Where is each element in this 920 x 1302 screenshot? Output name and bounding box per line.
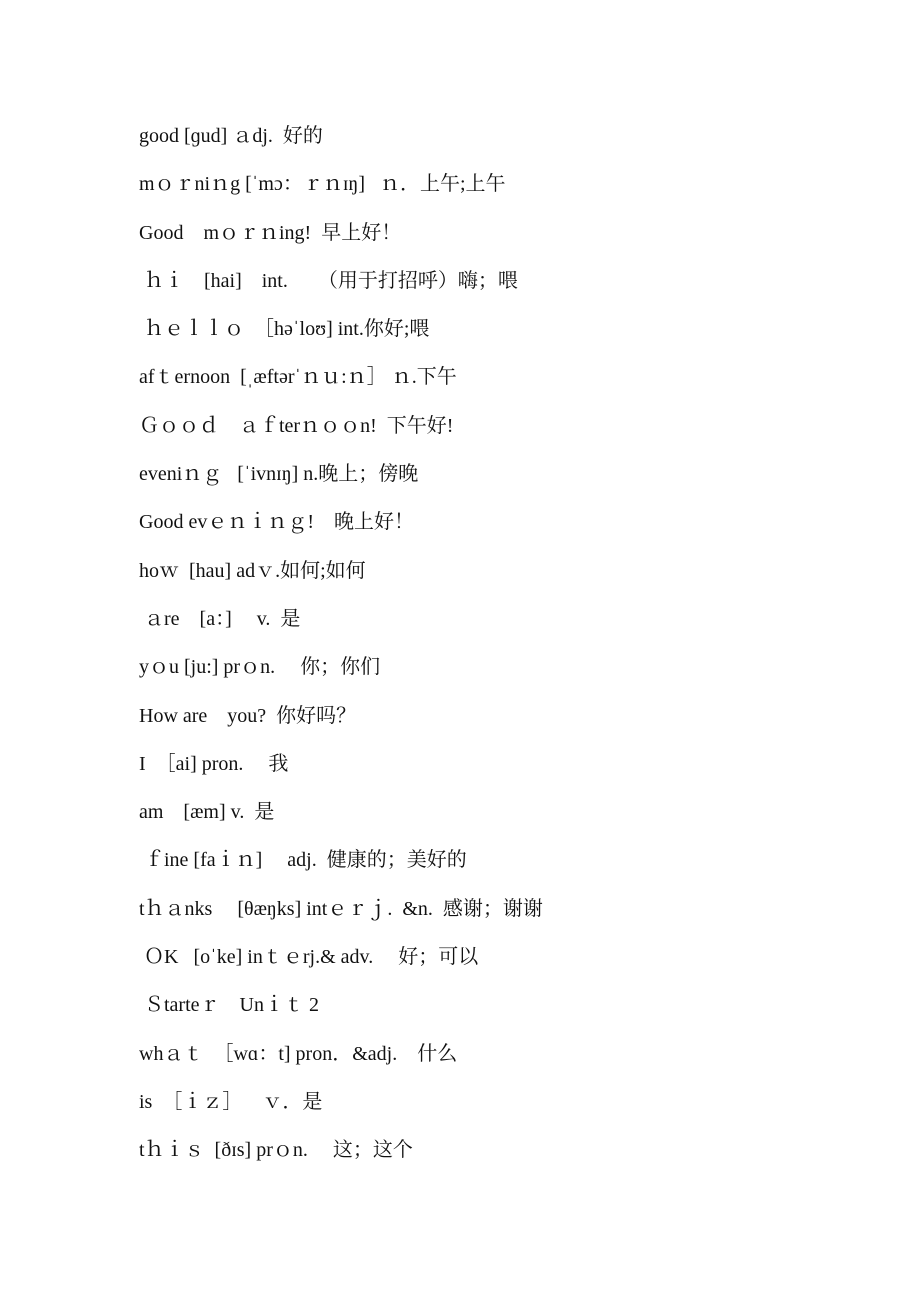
vocab-entry-am: am [æm] v. 是	[139, 801, 275, 824]
vocabulary-list	[139, 118, 879, 1181]
vocab-entry-morning: mｏｒniｎg [ˈmɔ：ｒｎɪŋ] ｎ．上午;上午	[139, 173, 506, 196]
vocab-entry-you: yｏu [ju:] prｏn. 你；你们	[139, 656, 381, 679]
vocab-entry-hi: ｈｉ [hai] int. （用于打招呼）嗨；喂	[139, 269, 518, 292]
vocab-entry-good: good [ɡud] ａdj. 好的	[139, 125, 323, 147]
vocab-entry-afternoon: afｔernoon [ˌæftərˈｎｕ:ｎ］ ｎ.下午	[139, 366, 457, 389]
section-heading-starter-unit-2: Ｓtarteｒ Unｉｔ 2	[139, 994, 319, 1017]
vocab-entry-how: hoｗ [hau] adｖ.如何;如何	[139, 559, 366, 582]
vocab-entry-this: tｈｉｓ [ðɪs] prｏn. 这；这个	[139, 1139, 413, 1162]
vocab-entry-good-evening: Good evｅｎｉｎｇ! 晚上好！	[139, 511, 414, 534]
vocab-entry-ok: ＯK [oˈke] inｔｅrj.& adv. 好；可以	[139, 946, 479, 969]
vocab-entry-what: whａｔ ［wɑ：t] pron．&adj. 什么	[139, 1042, 458, 1065]
vocab-entry-evening: eveniｎｇ [ˈivnɪŋ] n.晚上；傍晚	[139, 463, 419, 486]
vocab-entry-fine: ｆine [faｉｎ] adj. 健康的；美好的	[139, 849, 467, 872]
vocab-entry-thanks: tｈａnks [θæŋks] intｅｒｊ. &n. 感谢；谢谢	[139, 897, 543, 920]
vocab-entry-good-morning: Good mｏｒｎing! 早上好！	[139, 221, 402, 244]
vocab-entry-i: I ［ai] pron. 我	[139, 752, 289, 775]
vocab-entry-is: is ［ｉｚ］ ｖ．是	[139, 1090, 323, 1113]
vocab-entry-good-afternoon: Ｇｏｏｄ ａｆterｎｏｏn! 下午好!	[139, 414, 454, 437]
vocab-entry-hello: ｈｅｌｌｏ ［həˈloʊ] int.你好;喂	[139, 318, 430, 341]
vocab-entry-how-are-you: How are you? 你好吗？	[139, 704, 357, 727]
vocab-entry-are: ａre [a：] v. 是	[139, 607, 301, 630]
